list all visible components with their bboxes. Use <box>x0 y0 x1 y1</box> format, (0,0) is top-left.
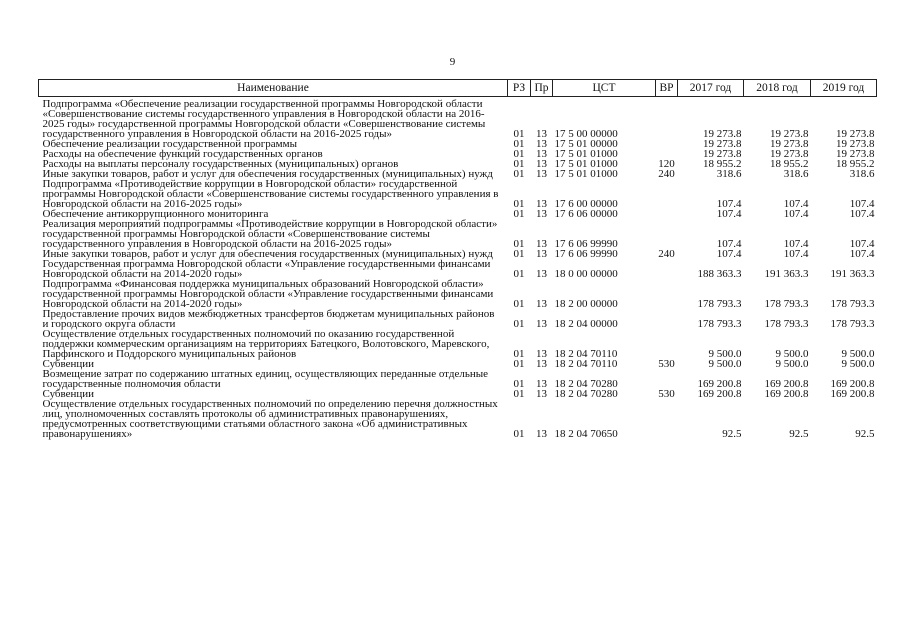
cell-name: Государственная программа Новгородской области «Управление государственными финансами Новгородской области на 2014-2020 годы» <box>42 258 491 280</box>
cell-rz: 01 <box>513 198 525 210</box>
cell-pr: 13 <box>536 358 547 370</box>
cell-name: Предоставление прочих видов межбюджетных трансфертов бюджетам муниципальных районов и городского округа области <box>42 308 495 330</box>
page-number: 9 <box>449 56 456 68</box>
cell-cst: 18 2 04 00000 <box>554 318 618 330</box>
cell-2017: 318.6 <box>716 168 742 180</box>
cell-rz: 01 <box>513 238 525 250</box>
cell-2017: 169 200.8 <box>697 388 742 400</box>
cell-vr <box>656 279 678 309</box>
cell-pr: 13 <box>536 298 547 310</box>
cell-rz: 01 <box>513 378 525 390</box>
cell-vr: 530 <box>658 358 675 370</box>
budget-table <box>38 79 877 439</box>
cell-2019: 9 500.0 <box>841 348 875 360</box>
cell-cst: 17 5 01 01000 <box>554 168 618 180</box>
cell-pr: 13 <box>536 248 547 260</box>
cell-2017: 19 273.8 <box>703 128 742 140</box>
cell-vr: 240 <box>658 248 675 260</box>
cell-name: Возмещение затрат по содержанию штатных единиц, осуществляющих переданные отдельные государственные полномочия области <box>42 368 488 390</box>
cell-rz: 01 <box>513 298 525 310</box>
cell-2017: 107.4 <box>716 198 742 210</box>
cell-pr: 13 <box>536 158 547 170</box>
cell-rz: 01 <box>513 168 525 180</box>
cell-2017: 169 200.8 <box>697 378 742 390</box>
table-row <box>39 309 877 329</box>
cell-2019: 18 955.2 <box>836 158 875 170</box>
cell-vr <box>656 139 678 149</box>
cell-name: Иные закупки товаров, работ и услуг для обеспечения государственных (муниципальных) нужд <box>42 248 493 260</box>
col-header-cst: ЦСТ <box>553 80 656 97</box>
table-row <box>39 179 877 209</box>
cell-vr <box>656 399 678 439</box>
cell-cst: 17 5 01 00000 <box>554 138 618 150</box>
cell-pr: 13 <box>536 268 547 280</box>
cell-vr: 530 <box>658 388 675 400</box>
cell-2019: 107.4 <box>849 238 875 250</box>
cell-vr <box>656 219 678 249</box>
cell-2019: 9 500.0 <box>841 358 875 370</box>
table-row <box>39 399 877 439</box>
cell-name: Подпрограмма «Противодействие коррупции в Новгородской области» государственной программы Новгородской области «Совершенствование системы государственного управления в Новгородской области на 2016-2025 годы» <box>42 178 499 210</box>
cell-2018: 9 500.0 <box>775 358 809 370</box>
cell-cst: 18 0 00 00000 <box>554 268 618 280</box>
col-header-name: Наименование <box>39 80 508 97</box>
cell-pr: 13 <box>536 238 547 250</box>
cell-vr <box>656 329 678 359</box>
cell-name: Осуществление отдельных государственных полномочий по оказанию государственной поддержки коммерческим организациям на территориях Батецкого, Волотовского, Маревского, Парфинского и Поддорского муниципальных районов <box>42 328 490 360</box>
cell-2018: 107.4 <box>783 238 809 250</box>
col-header-2019: 2019 год <box>811 80 877 97</box>
cell-rz: 01 <box>513 388 525 400</box>
cell-2019: 318.6 <box>849 168 875 180</box>
cell-cst: 17 6 06 99990 <box>554 238 618 250</box>
cell-vr <box>656 97 678 140</box>
cell-2018: 9 500.0 <box>775 348 809 360</box>
cell-cst: 18 2 04 70280 <box>554 378 618 390</box>
cell-2018: 107.4 <box>783 198 809 210</box>
cell-pr: 13 <box>536 138 547 150</box>
cell-name: Расходы на выплаты персоналу государственных (муниципальных) органов <box>42 158 399 170</box>
cell-2018: 19 273.8 <box>770 138 809 150</box>
cell-pr: 13 <box>536 198 547 210</box>
col-header-rz: РЗ <box>508 80 531 97</box>
col-header-vr: ВР <box>656 80 678 97</box>
cell-pr: 13 <box>536 208 547 220</box>
cell-2018: 169 200.8 <box>764 378 809 390</box>
cell-name: Осуществление отдельных государственных полномочий по определению перечня должностных лиц, уполномоченных составлять протоколы об административных правонарушениях, предусмотренных соответствующими статьями областного закона «Об административных правонарушениях» <box>42 398 498 440</box>
cell-2019: 19 273.8 <box>836 148 875 160</box>
cell-2018: 178 793.3 <box>764 318 809 330</box>
cell-name: Расходы на обеспечение функций государственных органов <box>42 148 323 160</box>
cell-2017: 107.4 <box>716 208 742 220</box>
cell-name: Обеспечение антикоррупционного мониторинга <box>42 208 269 220</box>
cell-rz: 01 <box>513 358 525 370</box>
cell-pr: 13 <box>536 168 547 180</box>
col-header-2017: 2017 год <box>678 80 744 97</box>
table-row <box>39 97 877 140</box>
col-header-2018: 2018 год <box>744 80 811 97</box>
cell-cst: 18 2 00 00000 <box>554 298 618 310</box>
cell-2018: 178 793.3 <box>764 298 809 310</box>
cell-2017: 18 955.2 <box>703 158 742 170</box>
cell-pr: 13 <box>536 128 547 140</box>
table-body <box>39 97 877 440</box>
cell-2017: 9 500.0 <box>708 358 742 370</box>
table-row <box>39 259 877 279</box>
cell-pr: 13 <box>536 388 547 400</box>
cell-2019: 107.4 <box>849 208 875 220</box>
cell-2019: 169 200.8 <box>830 378 875 390</box>
cell-rz: 01 <box>513 318 525 330</box>
cell-vr <box>656 309 678 329</box>
cell-2018: 19 273.8 <box>770 148 809 160</box>
cell-2018: 92.5 <box>789 428 809 440</box>
cell-2017: 107.4 <box>716 248 742 260</box>
cell-pr: 13 <box>536 428 547 440</box>
cell-cst: 18 2 04 70650 <box>554 428 618 440</box>
cell-rz: 01 <box>513 428 525 440</box>
cell-cst: 18 2 04 70110 <box>554 358 618 370</box>
table-row <box>39 329 877 359</box>
cell-name: Обеспечение реализации государственной программы <box>42 138 297 150</box>
cell-vr <box>656 259 678 279</box>
cell-cst: 17 6 06 00000 <box>554 208 618 220</box>
cell-cst: 17 5 01 01000 <box>554 158 618 170</box>
cell-2019: 178 793.3 <box>830 298 875 310</box>
cell-2019: 169 200.8 <box>830 388 875 400</box>
cell-2018: 191 363.3 <box>764 268 809 280</box>
cell-2017: 178 793.3 <box>697 298 742 310</box>
cell-2017: 19 273.8 <box>703 138 742 150</box>
cell-name: Субвенции <box>42 358 95 370</box>
cell-pr: 13 <box>536 348 547 360</box>
cell-vr <box>656 209 678 219</box>
cell-2017: 9 500.0 <box>708 348 742 360</box>
cell-rz: 01 <box>513 268 525 280</box>
cell-pr: 13 <box>536 378 547 390</box>
cell-2019: 107.4 <box>849 198 875 210</box>
cell-pr: 13 <box>536 318 547 330</box>
cell-name: Субвенции <box>42 388 95 400</box>
cell-2017: 19 273.8 <box>703 148 742 160</box>
cell-2018: 107.4 <box>783 208 809 220</box>
table-header-row <box>39 80 877 97</box>
cell-2018: 318.6 <box>783 168 809 180</box>
table-row <box>39 369 877 389</box>
cell-2017: 92.5 <box>722 428 742 440</box>
cell-cst: 17 6 06 99990 <box>554 248 618 260</box>
cell-2017: 188 363.3 <box>697 268 742 280</box>
cell-2018: 19 273.8 <box>770 128 809 140</box>
cell-rz: 01 <box>513 158 525 170</box>
cell-2019: 107.4 <box>849 248 875 260</box>
cell-cst: 17 6 00 00000 <box>554 198 618 210</box>
cell-2019: 92.5 <box>855 428 875 440</box>
cell-cst: 17 5 00 00000 <box>554 128 618 140</box>
col-header-pr: Пр <box>531 80 553 97</box>
cell-rz: 01 <box>513 148 525 160</box>
cell-2019: 191 363.3 <box>830 268 875 280</box>
cell-2019: 19 273.8 <box>836 128 875 140</box>
cell-2017: 178 793.3 <box>697 318 742 330</box>
cell-vr <box>656 369 678 389</box>
cell-rz: 01 <box>513 138 525 150</box>
cell-name: Реализация мероприятий подпрограммы «Противодействие коррупции в Новгородской области» государственной программы Новгородской области «Совершенствование системы государственного управления в Новгородской области на 2016-2025 годы» <box>42 218 498 250</box>
cell-2018: 18 955.2 <box>770 158 809 170</box>
cell-pr: 13 <box>536 148 547 160</box>
cell-vr <box>656 179 678 209</box>
cell-rz: 01 <box>513 208 525 220</box>
cell-cst: 18 2 04 70110 <box>554 348 618 360</box>
cell-2019: 19 273.8 <box>836 138 875 150</box>
table-row <box>39 279 877 309</box>
table-row <box>39 219 877 249</box>
cell-name: Подпрограмма «Финансовая поддержка муниципальных образований Новгородской области» государственной программы Новгородской области «Управление государственными финансами Новгородской области на 2014-2020 годы» <box>42 278 494 310</box>
cell-rz: 01 <box>513 348 525 360</box>
cell-name: Иные закупки товаров, работ и услуг для обеспечения государственных (муниципальных) нужд <box>42 168 493 180</box>
cell-rz: 01 <box>513 128 525 140</box>
cell-2018: 107.4 <box>783 248 809 260</box>
cell-cst: 18 2 04 70280 <box>554 388 618 400</box>
cell-2019: 178 793.3 <box>830 318 875 330</box>
cell-name: Подпрограмма «Обеспечение реализации государственной программы Новгородской области «Совершенствование системы государственного управления в Новгородской области на 2016-2025 годы» государственной программы Новгородской области «Совершенствование системы государственного управления в Новгородской области на 2016-2025 годы» <box>42 98 486 140</box>
cell-2018: 169 200.8 <box>764 388 809 400</box>
cell-rz: 01 <box>513 248 525 260</box>
cell-vr: 120 <box>658 158 675 170</box>
cell-vr: 240 <box>658 168 675 180</box>
cell-cst: 17 5 01 01000 <box>554 148 618 160</box>
cell-2017: 107.4 <box>716 238 742 250</box>
